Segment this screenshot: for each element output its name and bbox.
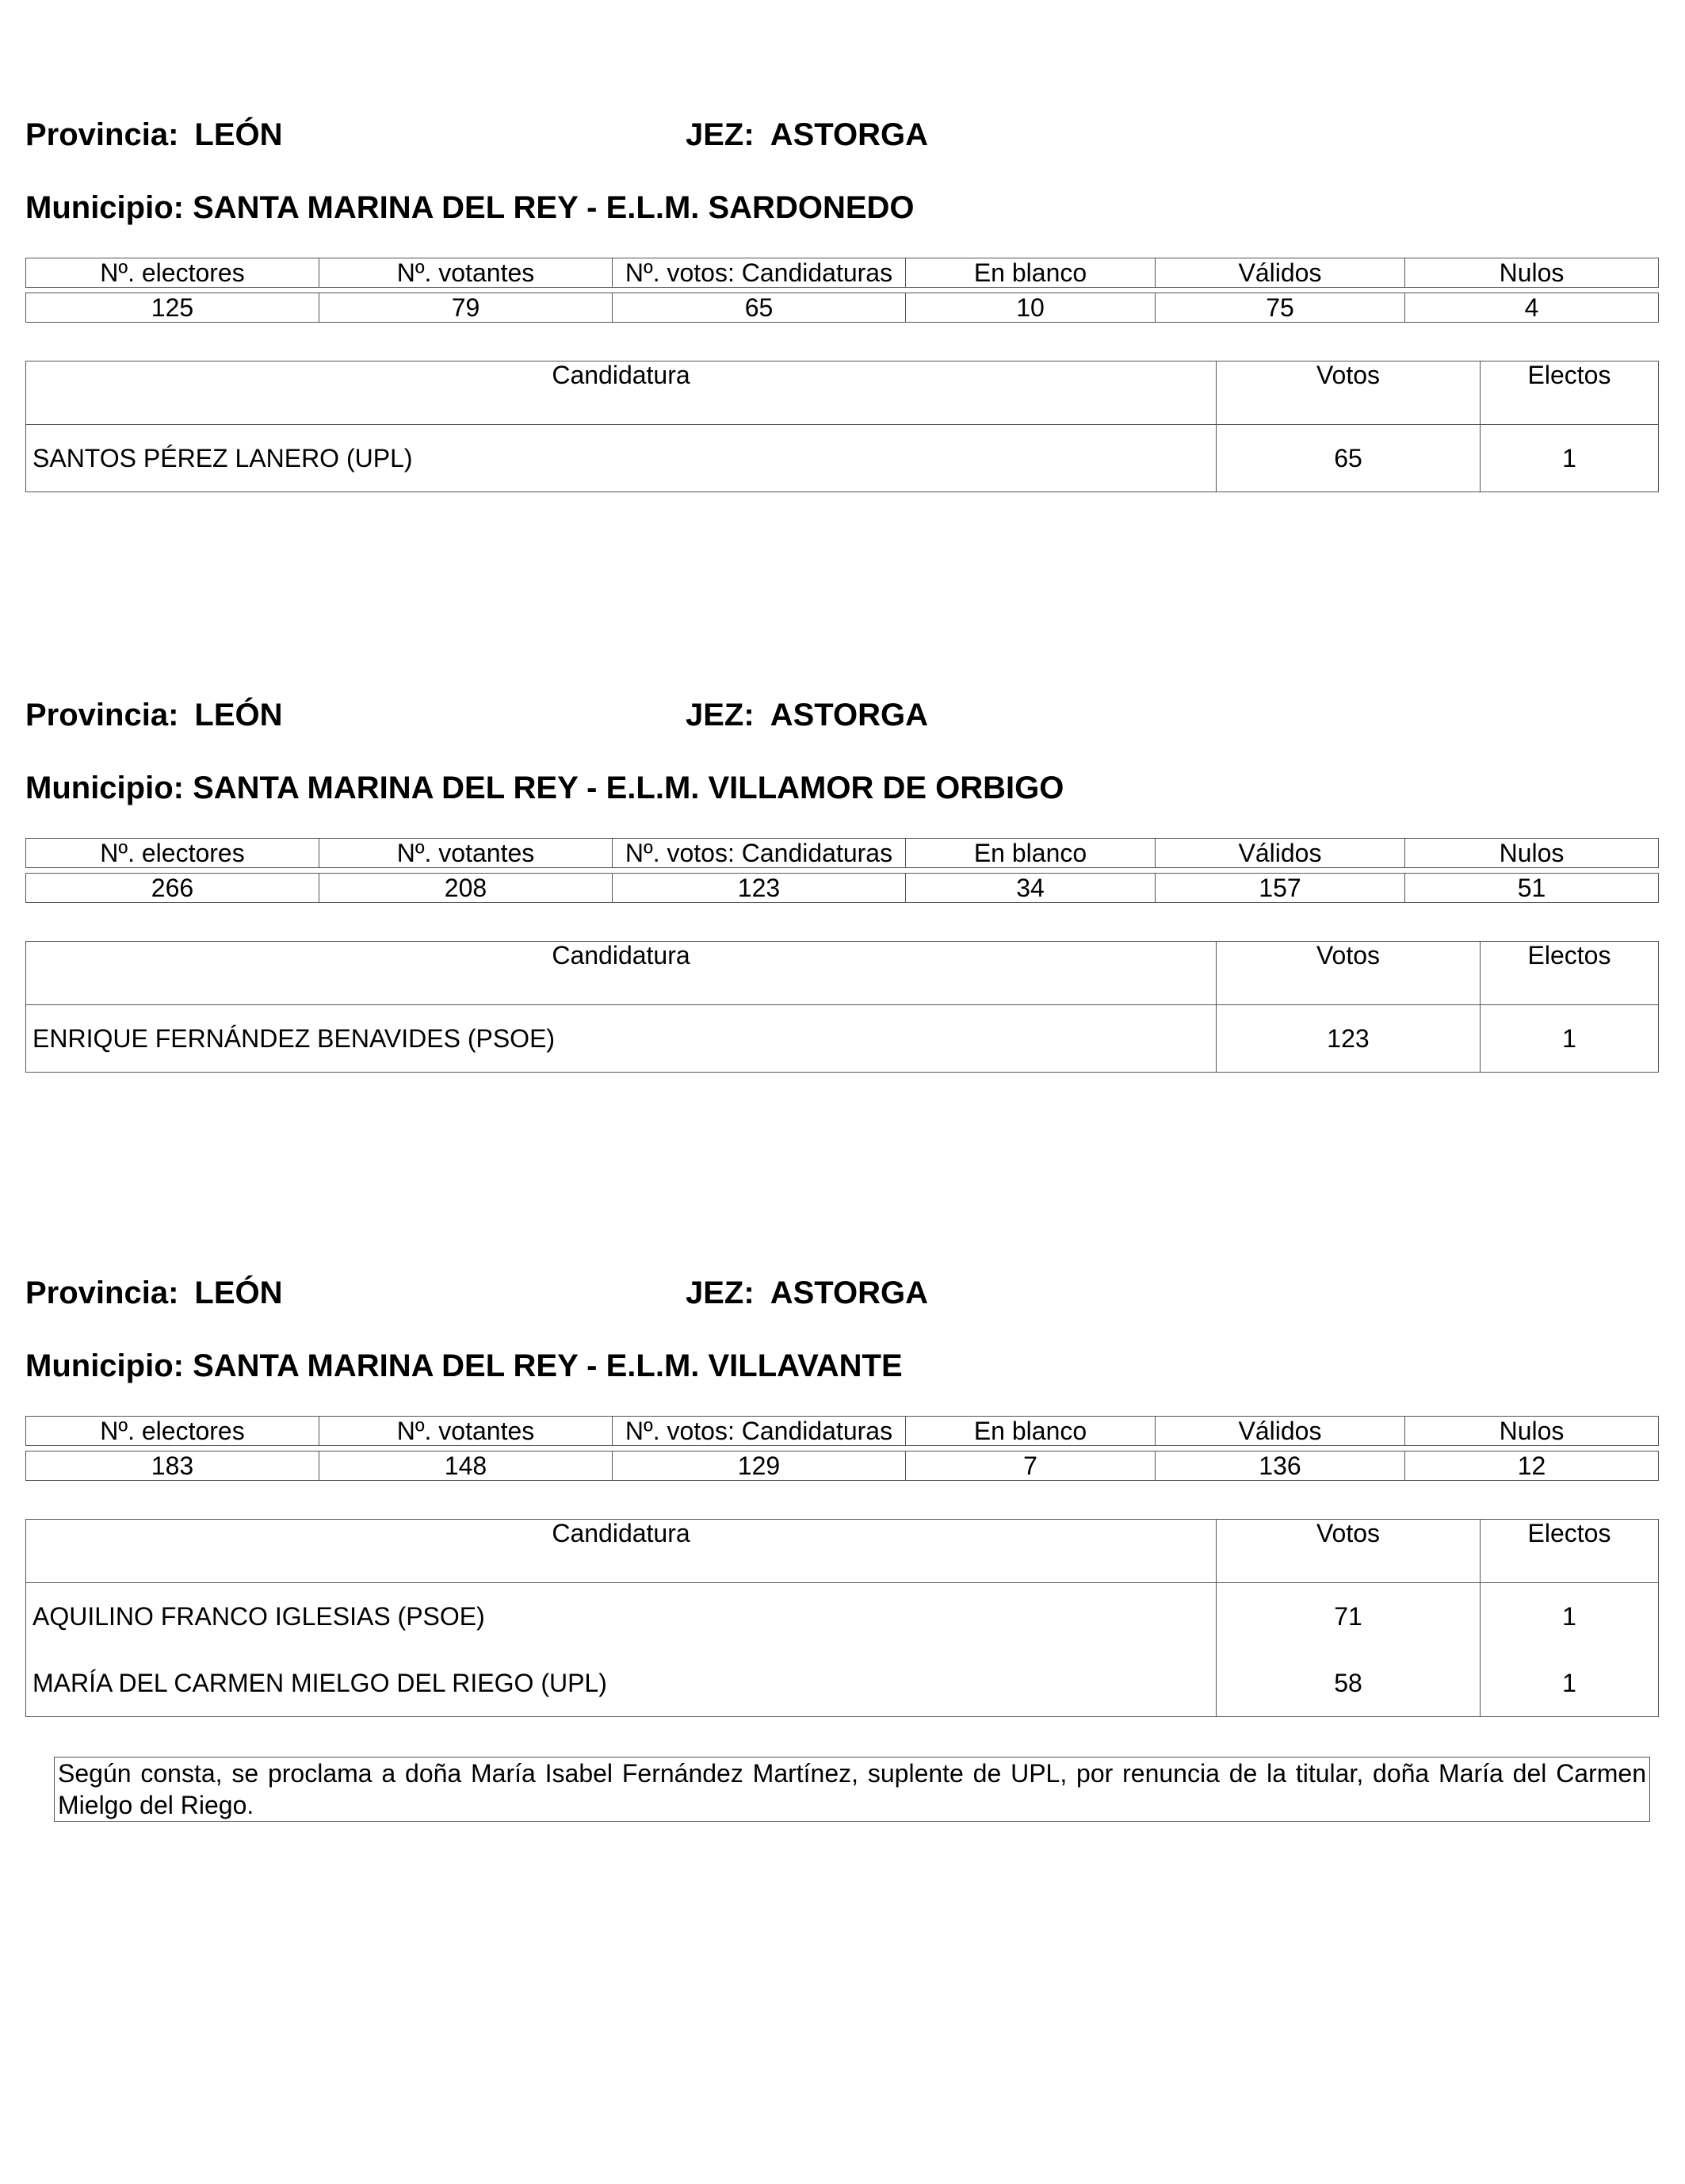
jez-label: JEZ: — [686, 698, 755, 732]
stats-value-cell: 157 — [1156, 874, 1405, 903]
stats-header-cell: Nº. electores — [26, 839, 319, 868]
candidate-electos: 1 — [1481, 1650, 1659, 1717]
stats-header-cell: Nulos — [1405, 839, 1659, 868]
jez-heading — [686, 1273, 928, 1313]
candidates-table — [25, 941, 1659, 1073]
municipio-heading — [25, 768, 1064, 808]
stats-value-cell: 7 — [906, 1452, 1156, 1481]
candidate-name: MARÍA DEL CARMEN MIELGO DEL RIEGO (UPL) — [26, 1650, 1217, 1717]
jez-heading — [686, 115, 928, 155]
stats-value-cell: 123 — [613, 874, 906, 903]
stats-header-cell: Nº. votos: Candidaturas — [613, 1417, 906, 1446]
stats-header-row — [26, 839, 1659, 868]
municipio-value: SANTA MARINA DEL REY - E.L.M. VILLAMOR DE ORBIGO — [193, 771, 1064, 805]
provincia-label: Provincia: — [25, 117, 179, 152]
candidates-header-row — [26, 1520, 1659, 1583]
section-villavante — [25, 1273, 1658, 1697]
provincia-label: Provincia: — [25, 698, 179, 732]
stats-header-cell: Nº. electores — [26, 1417, 319, 1446]
stats-value-cell: 12 — [1405, 1452, 1659, 1481]
stats-table — [25, 258, 1659, 323]
stats-value-cell: 129 — [613, 1452, 906, 1481]
candidatura-header: Candidatura — [26, 1520, 1217, 1583]
stats-header-cell: Nulos — [1405, 258, 1659, 288]
stats-header-cell: Válidos — [1156, 839, 1405, 868]
votos-header: Votos — [1217, 1520, 1481, 1583]
candidate-votos: 58 — [1217, 1650, 1481, 1717]
stats-header-cell: Nº. votos: Candidaturas — [613, 258, 906, 288]
stats-header-cell: Válidos — [1156, 1417, 1405, 1446]
stats-value-cell: 208 — [319, 874, 613, 903]
electos-header: Electos — [1481, 361, 1659, 425]
candidate-row — [26, 1650, 1659, 1717]
candidate-row — [26, 1005, 1659, 1073]
candidates-table — [25, 361, 1659, 492]
proclamation-note: Según consta, se proclama a doña María Isabel Fernández Martínez, suplente de UPL, por renuncia de la titular, doña María del Carmen Mielgo del Riego. — [54, 1757, 1650, 1822]
header-row — [25, 1273, 1658, 1321]
candidate-electos: 1 — [1481, 425, 1659, 492]
candidate-votos: 65 — [1217, 425, 1481, 492]
candidate-name: AQUILINO FRANCO IGLESIAS (PSOE) — [26, 1583, 1217, 1650]
candidate-name: SANTOS PÉREZ LANERO (UPL) — [26, 425, 1217, 492]
stats-header-row — [26, 1417, 1659, 1446]
stats-value-cell: 4 — [1405, 293, 1659, 323]
provincia-value: LEÓN — [194, 1276, 283, 1310]
provincia-value: LEÓN — [194, 698, 283, 732]
provincia-heading — [25, 695, 283, 735]
candidate-row — [26, 1583, 1659, 1650]
candidate-electos: 1 — [1481, 1583, 1659, 1650]
jez-value: ASTORGA — [770, 698, 928, 732]
candidate-electos: 1 — [1481, 1005, 1659, 1073]
candidatura-header: Candidatura — [26, 942, 1217, 1005]
stats-table — [25, 1416, 1659, 1481]
jez-label: JEZ: — [686, 1276, 755, 1310]
stats-header-cell: Nº. votantes — [319, 839, 613, 868]
candidates-header-row — [26, 942, 1659, 1005]
votos-header: Votos — [1217, 361, 1481, 425]
stats-value-cell: 79 — [319, 293, 613, 323]
stats-value-cell: 148 — [319, 1452, 613, 1481]
section-villamor-de-orbigo — [25, 695, 1658, 1053]
header-row — [25, 695, 1658, 743]
header-row — [25, 115, 1658, 163]
stats-value-row — [26, 1452, 1659, 1481]
municipio-heading — [25, 1346, 903, 1386]
stats-value-cell: 34 — [906, 874, 1156, 903]
jez-value: ASTORGA — [770, 1276, 928, 1310]
stats-header-cell: Nº. electores — [26, 258, 319, 288]
section-sardonedo — [25, 115, 1658, 472]
stats-header-cell: Válidos — [1156, 258, 1405, 288]
stats-value-cell: 10 — [906, 293, 1156, 323]
provincia-heading — [25, 115, 283, 155]
votos-header: Votos — [1217, 942, 1481, 1005]
electos-header: Electos — [1481, 1520, 1659, 1583]
electos-header: Electos — [1481, 942, 1659, 1005]
stats-header-cell: En blanco — [906, 258, 1156, 288]
provincia-value: LEÓN — [194, 117, 283, 152]
provincia-heading — [25, 1273, 283, 1313]
stats-header-cell: En blanco — [906, 1417, 1156, 1446]
candidate-name: ENRIQUE FERNÁNDEZ BENAVIDES (PSOE) — [26, 1005, 1217, 1073]
candidates-table — [25, 1519, 1659, 1717]
stats-value-cell: 136 — [1156, 1452, 1405, 1481]
stats-value-cell: 266 — [26, 874, 319, 903]
stats-header-cell: Nº. votantes — [319, 1417, 613, 1446]
jez-label: JEZ: — [686, 117, 755, 152]
stats-header-cell: Nº. votos: Candidaturas — [613, 839, 906, 868]
municipio-value: SANTA MARINA DEL REY - E.L.M. SARDONEDO — [193, 190, 915, 225]
municipio-label: Municipio: — [25, 771, 184, 805]
municipio-label: Municipio: — [25, 1348, 184, 1383]
municipio-value: SANTA MARINA DEL REY - E.L.M. VILLAVANTE — [193, 1348, 903, 1383]
stats-header-cell: Nulos — [1405, 1417, 1659, 1446]
jez-value: ASTORGA — [770, 117, 928, 152]
stats-value-cell: 51 — [1405, 874, 1659, 903]
candidates-header-row — [26, 361, 1659, 425]
stats-header-cell: En blanco — [906, 839, 1156, 868]
municipio-label: Municipio: — [25, 190, 184, 225]
stats-value-row — [26, 293, 1659, 323]
municipio-heading — [25, 188, 915, 228]
stats-value-cell: 75 — [1156, 293, 1405, 323]
stats-value-cell: 183 — [26, 1452, 319, 1481]
stats-header-row — [26, 258, 1659, 288]
candidate-row — [26, 425, 1659, 492]
provincia-label: Provincia: — [25, 1276, 179, 1310]
stats-value-cell: 125 — [26, 293, 319, 323]
jez-heading — [686, 695, 928, 735]
candidate-votos: 71 — [1217, 1583, 1481, 1650]
candidate-votos: 123 — [1217, 1005, 1481, 1073]
stats-header-cell: Nº. votantes — [319, 258, 613, 288]
stats-value-row — [26, 874, 1659, 903]
stats-table — [25, 838, 1659, 903]
stats-value-cell: 65 — [613, 293, 906, 323]
candidatura-header: Candidatura — [26, 361, 1217, 425]
